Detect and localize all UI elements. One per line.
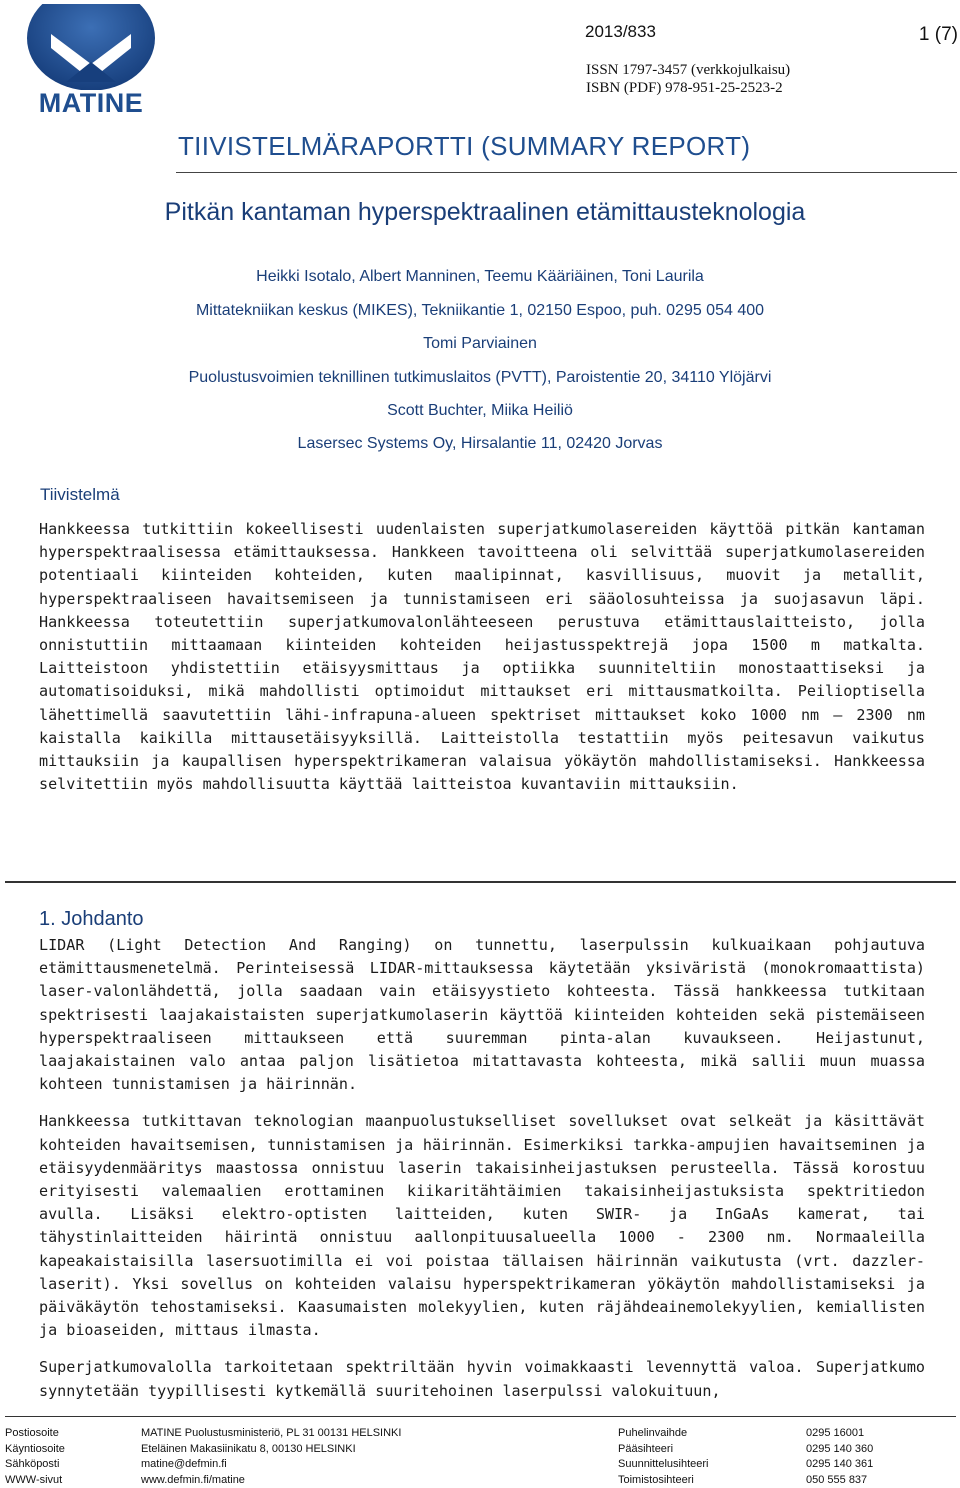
affiliation-1: Mittatekniikan keskus (MIKES), Tekniikantie 1, 02150 Espoo, puh. 0295 054 400 [195,302,765,319]
footer-email-link[interactable]: matine@defmin.fi [141,1458,227,1470]
footer-phone-numbers [806,1426,873,1488]
abstract-body [39,518,925,796]
intro-paragraph-1: LIDAR (Light Detection And Ranging) on tunnettu, laserpulssin kulkuaikaan pohjautuva etämittausmenetelmä. Perinteisessä LIDAR-mittauksessa käytetään yksiväristä (monokromaattista) laser-valonlähdettä, jolla saadaan vain etäisyystieto kohteesta. Tässä hankkeessa tutkitaan spektrisesti laajakaistaisten superjatkumolaserin käyttöä kiinteiden kohteiden sekä pistemäiseen hyperspektraaliseen mittaukseen että suuremman pinta-alan kuvaukseen. Heijastunut, laajakaistainen valo antaa paljon lisätietoa mitattavasta kohteesta, mikä sallii muun muassa kohteen tunnistamisen ja häirinnän. [39,936,925,1094]
intro-paragraph-3: Superjatkumovalolla tarkoitetaan spektriltään hyvin voimakkaasti levennyttä valoa. Superjatkumo synnytetään tyypillisesti kytkemällä suuritehoinen laserpulssi valokuituun, [39,1358,925,1400]
footer-phone-office-secretary: 050 555 837 [806,1473,868,1486]
issn-online: ISSN 1797-3457 (verkkojulkaisu) [586,62,791,78]
footer-phone-labels [618,1426,709,1488]
document-number: 2013/833 [585,22,656,41]
footer-label-switchboard: Puhelinvaihde [618,1427,688,1439]
footer-postal-address: MATINE Puolustusministeriö, PL 31 00131 HELSINKI [141,1427,402,1439]
logo-emblem-icon [18,4,164,90]
intro-paragraph-2: Hankkeessa tutkittavan teknologian maanpuolustukselliset sovellukset ovat selkeät ja käsittävät kohteiden havaitsemisen, tunnistamisen ja häirinnän. Esimerkiksi tarkka-ampujien havaitseminen ja etäisyydenmääritys maastossa onnistuu laserin takaisinheijastuksen perusteella. Tässä korostuu erityisesti valemaalien erottaminen kiikaritähtäimien takaisinheijastuksista spektritiedon avulla. Lisäksi elektro-optisten laitteiden, kuten SWIR- ja InGaAs kamerat, tai tähystinlaitteiden häirintä onnistuu aallonpituusalueella 1000 - 2300 nm. Normaaleilla kapeakaistaisilla lasersuotimilla ei voi poistaa tällaisen häirinnän vaikutusta (vrt. dazzler-laserit). Yksi sovellus on kohteiden valaisu hyperspektrikameran yökäytön mahdollistamiseksi ja päiväkäytön tehostamiseksi. Kaasumaisten molekyylien, kuten räjähdeainemolekyylien, kemiallisten ja bioaseiden, mittaus ilmasta. [39,1112,925,1340]
footer-addresses [141,1426,401,1488]
footer-label-secretary-general: Pääsihteeri [618,1442,674,1455]
report-type-title: TIIVISTELMÄRAPORTTI (SUMMARY REPORT) [178,131,751,161]
footer-phone-secretary-general: 0295 140 360 [806,1442,874,1455]
affiliation-2: Puolustusvoimien teknillinen tutkimuslaitos (PVTT), Paroistentie 20, 34110 Ylöjärvi [188,369,772,386]
footer-label-visit: Käyntiosoite [5,1442,65,1455]
footer-label-postal: Postiosoite [5,1427,59,1439]
page-number: 1 (7) [918,24,958,45]
footer-labels [5,1426,65,1488]
title-divider [176,172,957,173]
author-list-3: Scott Buchter, Miika Heiliö [387,402,573,419]
document-title: Pitkän kantaman hyperspektraalinen etämittausteknologia [164,198,806,226]
section-divider [5,881,956,883]
footer-visit-address: Eteläinen Makasiinikatu 8, 00130 HELSINKI [141,1442,356,1455]
footer-label-email: Sähköposti [5,1458,60,1470]
abstract-paragraph: Hankkeessa tutkittiin kokeellisesti uudenlaisten superjatkumolasereiden käyttöä pitkän kantaman hyperspektraalisessa etämittauksessa. Hankkeen tavoitteena oli selvittää superjatkumolasereiden potentiaali kiinteiden kohteiden, kuten maalipinnat, kasvillisuus, muovit ja metallit, hyperspektraaliseen havaitsemiseen ja tunnistamiseen eri sääolosuhteissa ja suojasavun läpi. Hankkeessa toteutettiin superjatkumovalonlähteeseen perustuva etämittauslaitteisto, jolla onnistuttiin mittaamaan kiinteiden kohteiden heijastusspektrejä jopa 1500 m matkalta. Laitteistoon yhdistettiin etäisyysmittaus ja optiikka suunniteltiin monostaattiseksi ja automatisoiduksi, mikä mahdollisti optimoidut mittaukset eri mittausmatkoilta. Peilioptisella lähettimellä saavutettiin lähi-infrapuna-alueen spektriset mittaukset koko 1000 nm – 2300 nm kaistalla kaikilla mittausetäisyyksillä. Laitteistolla testattiin myös peitesavun vaikutus mittauksiin ja kaupallisen hyperspektrikameran valaisua yökäytön mahdollistamiseksi. Hankkeessa selvitettiin myös mahdollisuutta käyttää laitteistoa kuvantaviin mittauksiin. [39,520,925,794]
footer-web-link[interactable]: www.defmin.fi/matine [141,1473,245,1486]
footer-label-planning-secretary: Suunnittelusihteeri [618,1458,709,1470]
footer-label-web: WWW-sivut [5,1473,63,1486]
isbn-pdf: ISBN (PDF) 978-951-25-2523-2 [586,80,783,96]
footer-label-office-secretary: Toimistosihteeri [618,1473,694,1486]
footer-divider [5,1416,956,1417]
introduction-body [39,934,925,1403]
affiliation-3: Lasersec Systems Oy, Hirsalantie 11, 02420 Jorvas [297,435,663,452]
author-list-1: Heikki Isotalo, Albert Manninen, Teemu Kääriäinen, Toni Laurila [256,268,704,285]
abstract-label: Tiivistelmä [40,485,120,504]
logo-wordmark: MATINE [38,88,144,118]
footer-phone-planning-secretary: 0295 140 361 [806,1458,874,1470]
section-heading-introduction: 1. Johdanto [39,908,144,930]
footer-phone-switchboard: 0295 16001 [806,1427,865,1439]
matine-logo [18,4,164,116]
author-list-2: Tomi Parviainen [423,335,537,352]
